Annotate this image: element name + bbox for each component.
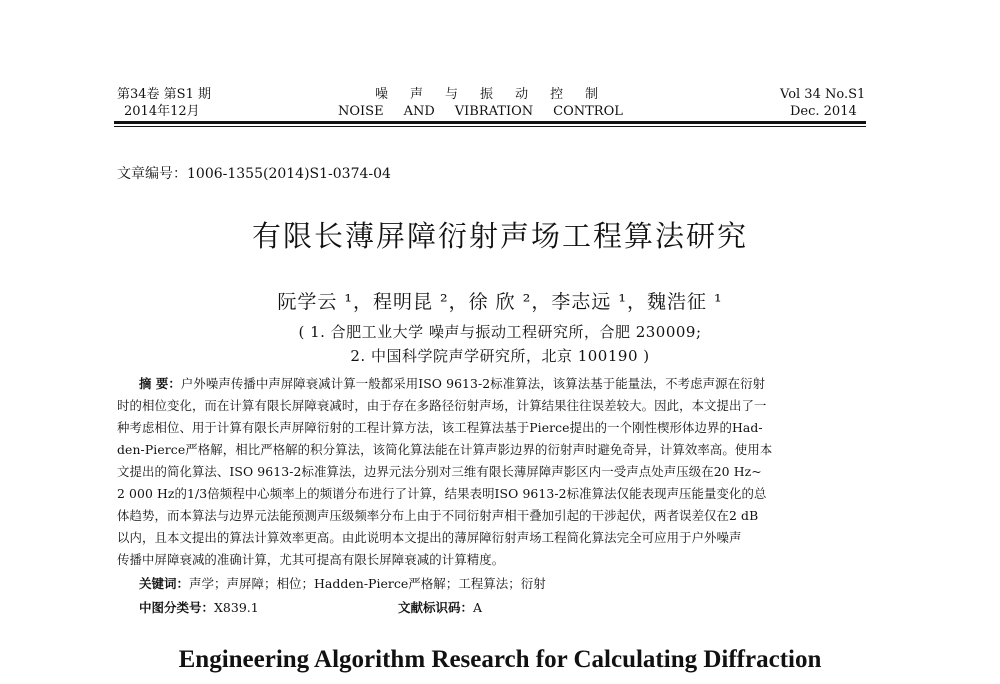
volume-issue: 第34卷 第S1 期 [117, 87, 211, 102]
english-title: Engineering Algorithm Research for Calculating Diffraction [178, 646, 822, 673]
abstract-line: 传播中屏障衰减的准确计算，尤其可提高有限长屏障衰减的计算精度。 [117, 552, 505, 567]
keywords-text: 声学；声屏障；相位；Hadden-Pierce严格解；工程算法；衍射 [189, 576, 546, 591]
journal-char: 振 [480, 87, 494, 102]
document-code [398, 598, 482, 616]
classification [139, 598, 259, 616]
keywords-label: 关键词： [139, 576, 190, 591]
keywords [139, 574, 546, 592]
journal-char: 声 [410, 87, 424, 102]
abstract-line: 种考虑相位、用于计算有限长声屏障衍射的工程计算方法，该工程算法基于Pierce提出的一个刚性楔形体边界的Had- [117, 420, 763, 435]
publication-date: 2014年12月 [124, 104, 200, 119]
volume-number-en: Vol 34 No.S1 [780, 87, 866, 102]
journal-char: 制 [585, 87, 599, 102]
journal-word: AND [403, 104, 435, 119]
abstract-label: 摘 要： [139, 376, 181, 391]
journal-char: 与 [445, 87, 459, 102]
article-number: 文章编号：1006-1355(2014)S1-0374-04 [117, 166, 391, 182]
journal-word: NOISE [338, 104, 384, 119]
page-title: 有限长薄屏障衍射声场工程算法研究 [251, 219, 748, 253]
journal-title-cn [364, 87, 609, 103]
journal-char: 控 [550, 87, 564, 102]
abstract-line: 时的相位变化，而在计算有限长屏障衰减时，由于存在多路径衍射声场，计算结果往往误差较大。因此，本文提出了一 [117, 398, 767, 413]
journal-word: VIBRATION [454, 104, 534, 119]
abstract-line: 以内，且本文提出的算法计算效率更高。由此说明本文提出的薄屏障衍射声场工程简化算法完全可应用于户外噪声 [117, 530, 742, 545]
classification-label: 中图分类号： [139, 600, 215, 615]
journal-word: CONTROL [553, 104, 623, 119]
abstract-line [139, 374, 765, 394]
author-list: 阮学云 ¹，程明昆 ²，徐 欣 ²，李志远 ¹，魏浩征 ¹ [277, 291, 723, 313]
classification-value: X839.1 [214, 600, 259, 615]
publication-date-en: Dec. 2014 [790, 104, 857, 119]
header-rule-thin [114, 126, 866, 127]
journal-char: 噪 [375, 87, 389, 102]
document-code-label: 文献标识码： [398, 600, 474, 615]
abstract-line: 体趋势，而本算法与边界元法能预测声压级频率分布上由于不同衍射声相干叠加引起的干涉起伏，两者误差仅在2 dB [117, 508, 759, 523]
header-rule-thick [114, 121, 866, 124]
journal-title-en [328, 104, 633, 120]
abstract-line: den-Pierce严格解，相比严格解的积分算法，该简化算法能在计算声影边界的衍射声时避免奇异，计算效率高。使用本 [117, 442, 773, 457]
document-code-value: A [473, 600, 483, 615]
affiliation-line-1: ( 1. 合肥工业大学 噪声与振动工程研究所，合肥 230009; [298, 323, 702, 341]
abstract-line: 文提出的简化算法、ISO 9613-2标准算法，边界元法分别对三维有限长薄屏障声影区内一受声点处声压级在20 Hz~ [117, 464, 762, 479]
journal-char: 动 [515, 87, 529, 102]
abstract-line: 2 000 Hz的1/3倍频程中心频率上的频谱分布进行了计算，结果表明ISO 9613-2标准算法仅能表现声压能量变化的总 [117, 486, 767, 501]
abstract-text: 户外噪声传播中声屏障衰减计算一般都采用ISO 9613-2标准算法，该算法基于能量法，不考虑声源在衍射 [180, 376, 766, 391]
affiliation-line-2: 2. 中国科学院声学研究所，北京 100190 ) [350, 347, 650, 365]
